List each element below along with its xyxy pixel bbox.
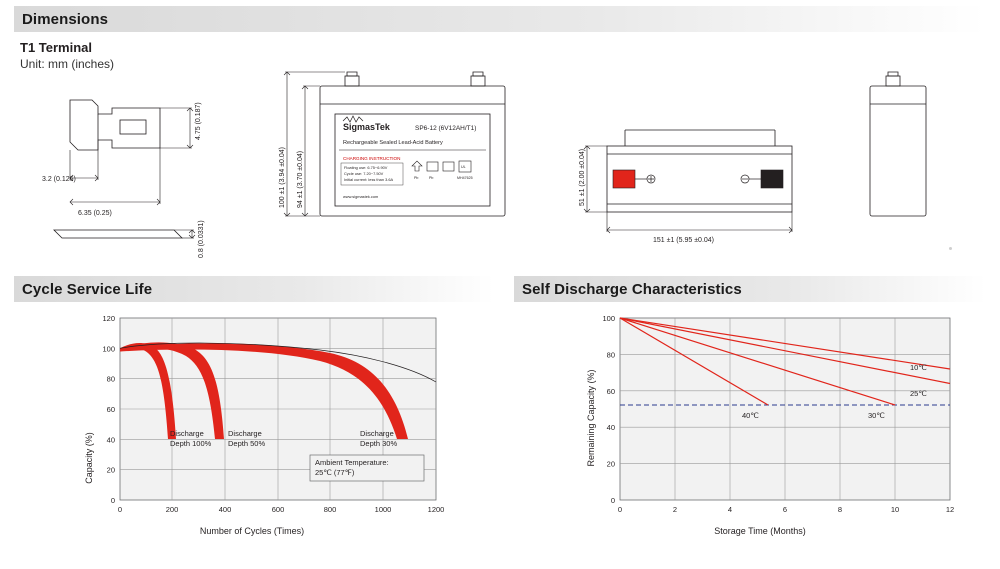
svg-text:100: 100 [102,344,115,354]
label-subtitle: Rechargeable Sealed Lead-Acid Battery [343,140,443,146]
label-mark-mh: MH47625 [457,176,473,180]
annotation-depth-30: Discharge [360,429,394,438]
svg-text:Depth 100%: Depth 100% [170,439,212,448]
label-charging-line-0: Floating use: 6.75~6.90V [344,165,388,170]
dim-terminal-width-left: 3.2 (0.126) [42,176,76,183]
annotation-depth-100: Discharge [170,429,204,438]
section-title-cycle-service-life: Cycle Service Life [22,280,153,298]
annotation-25c: 25℃ [910,389,927,398]
svg-text:800: 800 [323,505,337,514]
svg-text:4: 4 [727,505,733,514]
section-title-self-discharge: Self Discharge Characteristics [522,280,742,298]
annotation-depth-50: Discharge [228,429,262,438]
dim-case-height: 94 ±1 (3.70 ±0.04) [297,150,304,208]
annotation-30c: 30℃ [868,411,885,420]
svg-text:400: 400 [218,505,232,514]
svg-text:60: 60 [606,386,615,396]
svg-text:1200: 1200 [427,505,445,514]
svg-text:12: 12 [945,505,955,514]
svg-text:2: 2 [672,505,678,514]
annotation-ambient-temp: Ambient Temperature: [315,458,389,467]
svg-text:80: 80 [106,374,115,384]
battery-side-view [850,58,960,238]
chart-self-ylabel: Remaining Capacity (%) [586,369,596,467]
svg-text:40: 40 [606,423,615,433]
chart-self-xlabel: Storage Time (Months) [714,526,806,536]
svg-text:600: 600 [271,505,285,514]
dim-terminal-height: 4.75 (0.187) [195,102,202,140]
svg-text:100: 100 [602,314,615,323]
annotation-40c: 40℃ [742,411,759,420]
svg-text:20: 20 [606,459,615,469]
terminal-drawing [40,78,225,258]
battery-front-view [275,58,530,248]
dim-terminal-thickness: 0.8 (0.0331) [198,220,205,258]
svg-text:8: 8 [837,505,843,514]
label-website: www.sigmastek.com [343,194,379,199]
chart-self-discharge [520,308,990,558]
terminal-type-label: T1 Terminal [20,40,93,55]
svg-text:1000: 1000 [374,505,392,514]
label-mark-pb-1: Pb [414,176,419,180]
battery-top-view [565,58,815,248]
label-charging-line-2: Initial current: less than 3.6A [344,177,394,182]
section-header-self-discharge [514,276,986,302]
svg-text:80: 80 [606,350,615,360]
svg-text:Depth 30%: Depth 30% [360,439,398,448]
label-charging-title: CHARGING INSTRUCTION [343,156,401,161]
svg-text:10: 10 [890,505,900,514]
svg-text:0: 0 [610,496,615,505]
dim-terminal-width-bottom: 6.35 (0.25) [78,210,112,217]
annotation-10c: 10℃ [910,363,927,372]
label-charging-line-1: Cycle use: 7.20~7.50V [344,171,384,176]
svg-text:200: 200 [165,505,179,514]
dimensions-subheader [20,40,114,71]
svg-text:6: 6 [782,505,788,514]
svg-text:25℃ (77℉): 25℃ (77℉) [315,468,355,477]
chart-cycle-service-life [20,308,490,558]
svg-text:Depth 50%: Depth 50% [228,439,266,448]
dim-total-height: 100 ±1 (3.94 ±0.04) [279,146,286,208]
chart-cycle-xlabel: Number of Cycles (Times) [199,526,305,536]
chart-cycle-ylabel: Capacity (%) [84,432,94,484]
svg-text:0: 0 [117,505,123,514]
svg-text:20: 20 [106,465,115,475]
svg-text:0: 0 [110,496,115,505]
svg-text:40: 40 [106,435,115,445]
label-brand: SigmasTek [343,122,390,132]
svg-text:0: 0 [617,505,623,514]
label-mark-ul: UL [461,165,466,169]
dim-width: 51 ±1 (2.00 ±0.04) [579,148,586,206]
label-model: SP6-12 (6V12AH/T1) [415,125,477,132]
section-header-cycle-service-life [14,276,494,302]
unit-label: Unit: mm (inches) [20,57,115,71]
svg-text:120: 120 [102,314,115,323]
decorative-dot [949,247,952,250]
label-mark-pb-2: Pb [429,176,434,180]
dim-length: 151 ±1 (5.95 ±0.04) [653,237,715,244]
svg-text:60: 60 [106,405,115,414]
section-title-dimensions: Dimensions [22,10,109,28]
section-header-dimensions [14,6,986,32]
